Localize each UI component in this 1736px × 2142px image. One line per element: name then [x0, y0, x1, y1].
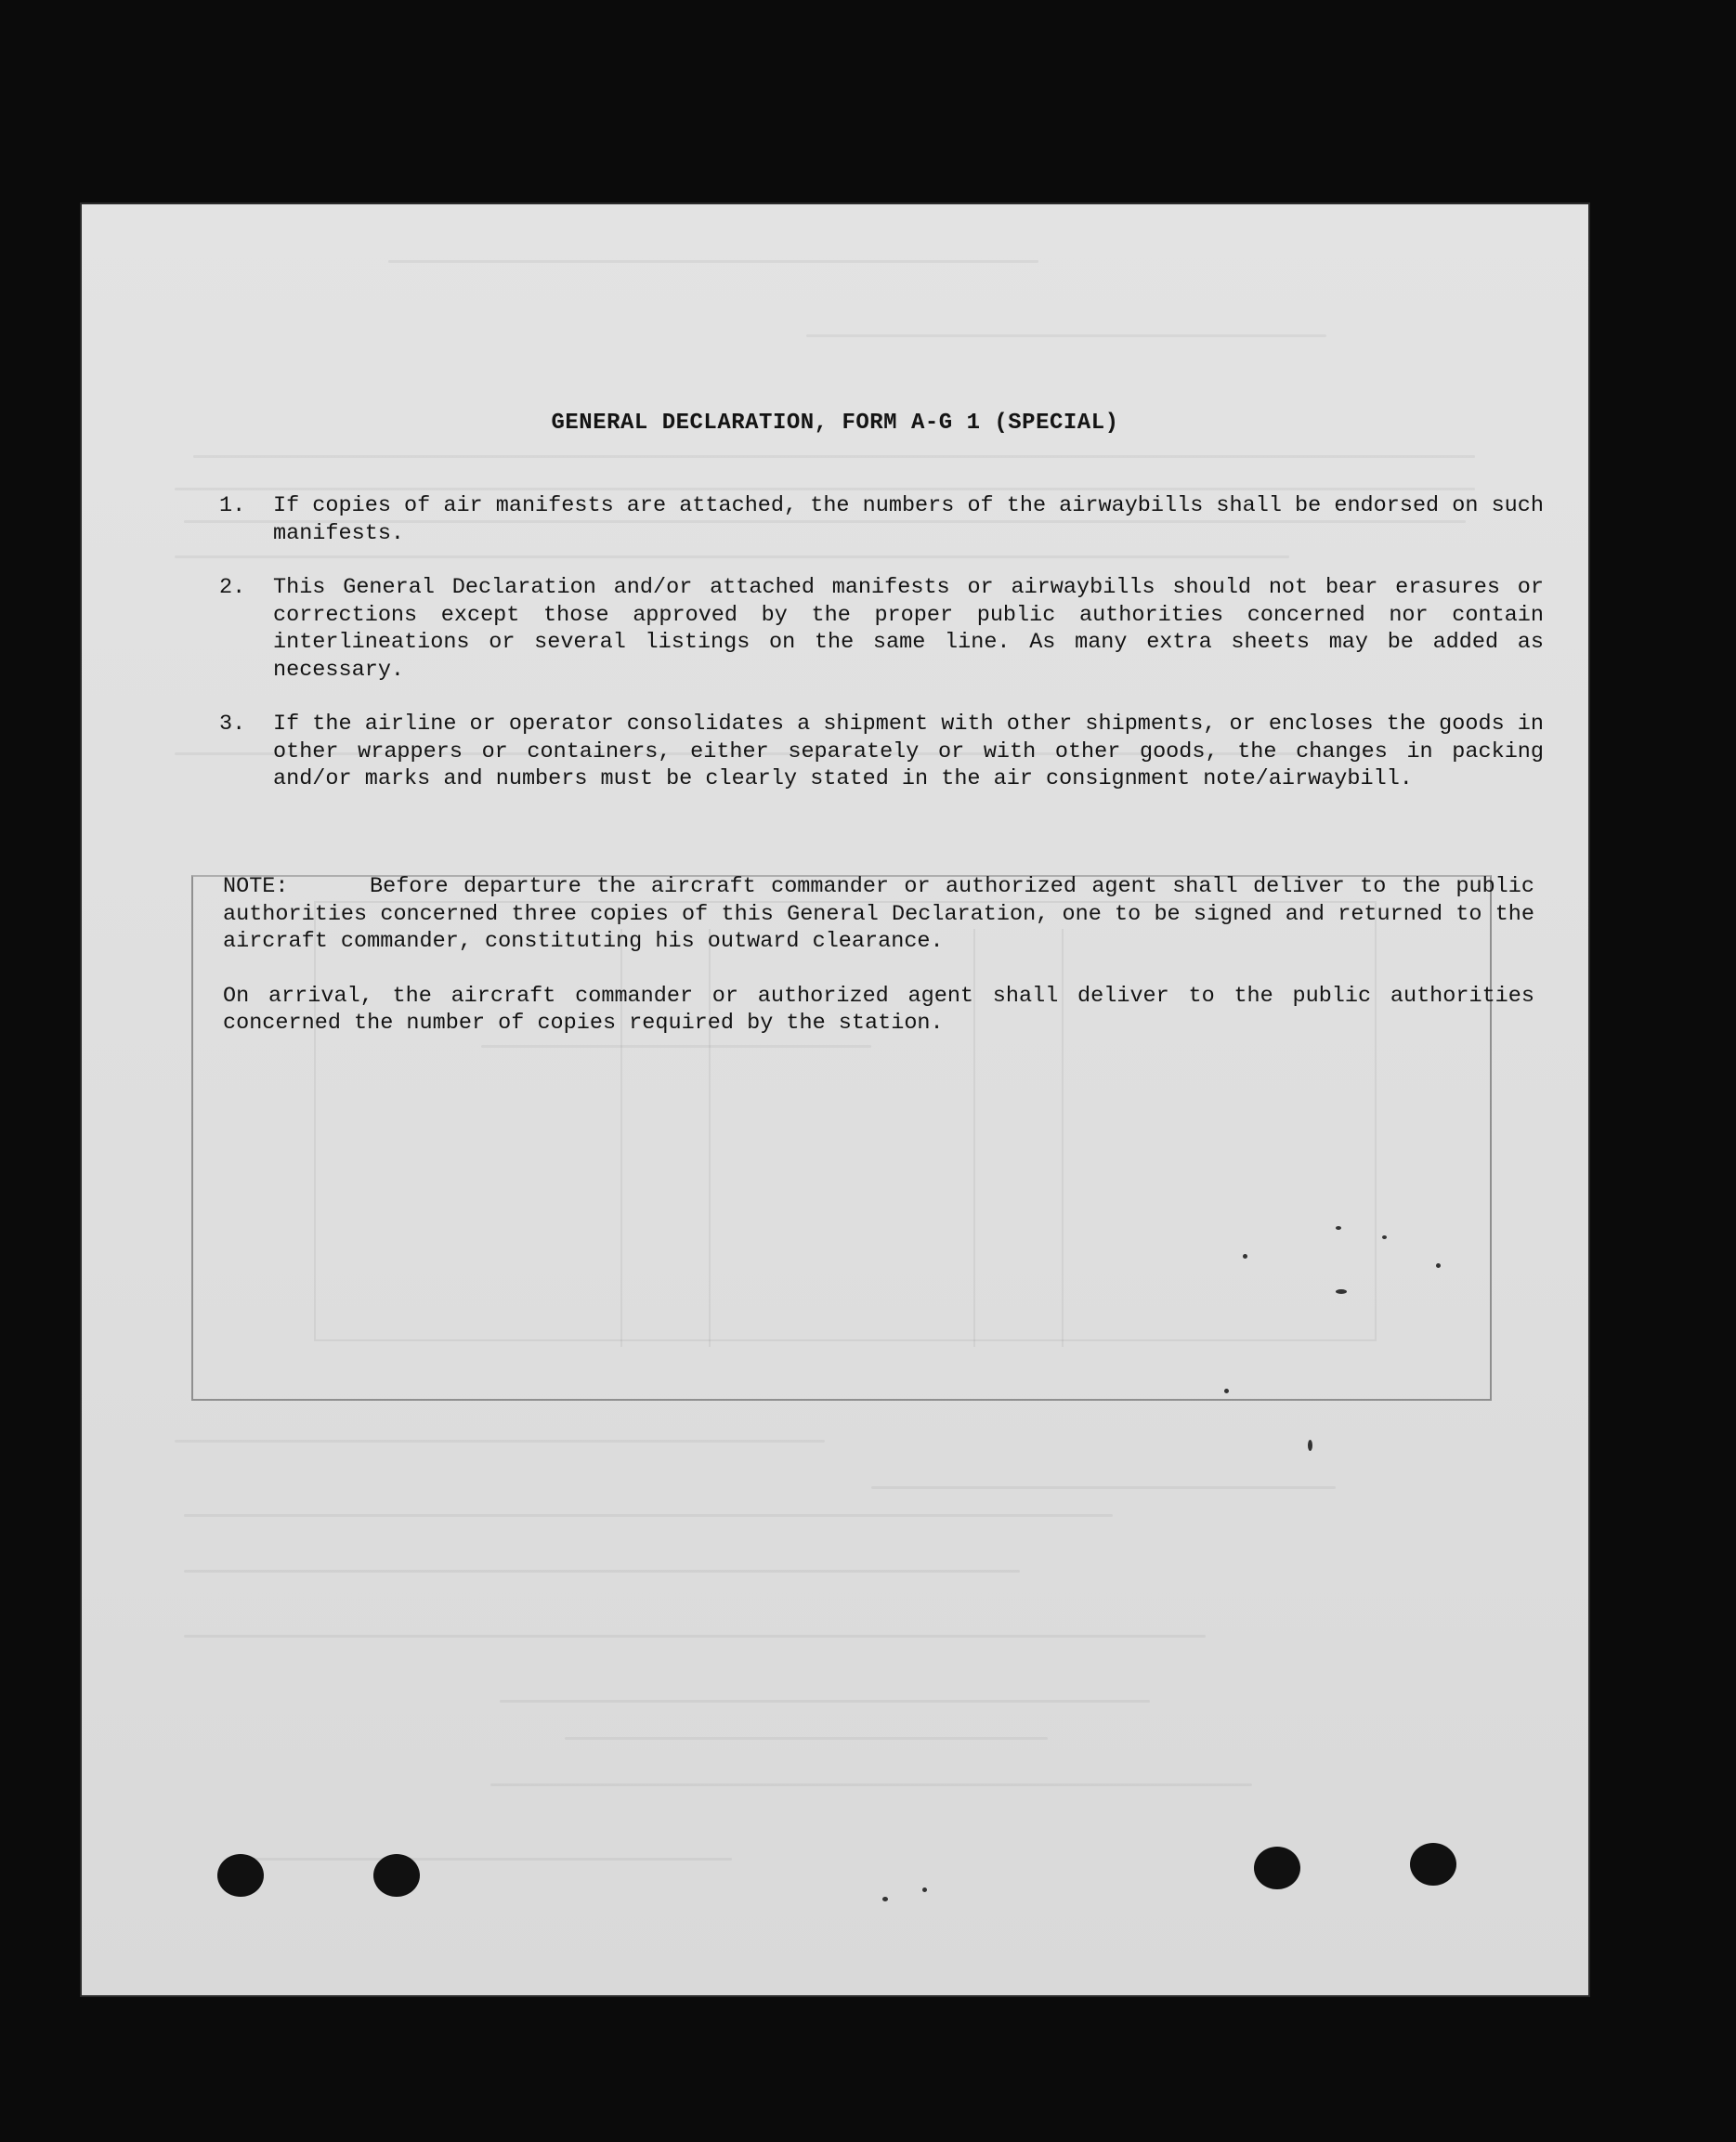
item-text: If copies of air manifests are attached, the numbers of the airwaybills shall be endorsed on such manifests.	[273, 493, 1544, 546]
speck	[1243, 1254, 1247, 1259]
item-text: If the airline or operator consolidates a shipment with other shipments, or encloses the goods in other wrappers or containers, either separately or with other goods, the changes in packing and/or marks and numbers must be clearly stated in the air consignment note/airwaybill.	[273, 712, 1544, 791]
punch-hole	[1254, 1847, 1300, 1889]
item-number: 1.	[219, 493, 246, 518]
speck	[1336, 1226, 1341, 1230]
speck	[882, 1897, 888, 1901]
speck	[922, 1887, 927, 1892]
punch-hole	[217, 1854, 264, 1897]
note-paragraph-1-text: Before departure the aircraft commander or authorized agent shall deliver to the public authorities concerned three copies of this General Declaration, one to be signed and returned to the aircraft commander, constituting his outward clearance.	[223, 874, 1534, 954]
instruction-item	[219, 492, 1544, 547]
instruction-item	[219, 711, 1544, 793]
speck	[1436, 1263, 1441, 1268]
item-number: 2.	[219, 575, 246, 600]
speck	[1336, 1289, 1347, 1294]
document-page	[82, 204, 1588, 1995]
instruction-item	[219, 574, 1544, 684]
speck	[1224, 1389, 1229, 1393]
speck	[1382, 1235, 1387, 1239]
speck	[1308, 1440, 1312, 1451]
note-label: NOTE:	[223, 874, 289, 899]
note-section	[223, 873, 1534, 1064]
item-text: This General Declaration and/or attached manifests or airwaybills should not bear erasures or corrections except those approved by the proper public authorities concerned nor contain interlineations or several listings on the same line. As many extra sheets may be added as necessary.	[273, 575, 1544, 683]
note-paragraph-2: On arrival, the aircraft commander or authorized agent shall deliver to the public authorities concerned the number of copies required by the station.	[223, 983, 1534, 1036]
punch-hole	[1410, 1843, 1456, 1886]
note-paragraph-1	[223, 873, 1534, 956]
punch-hole	[373, 1854, 420, 1897]
document-title: GENERAL DECLARATION, FORM A-G 1 (SPECIAL)	[551, 411, 1119, 436]
instruction-list	[219, 492, 1544, 820]
item-number: 3.	[219, 712, 246, 737]
